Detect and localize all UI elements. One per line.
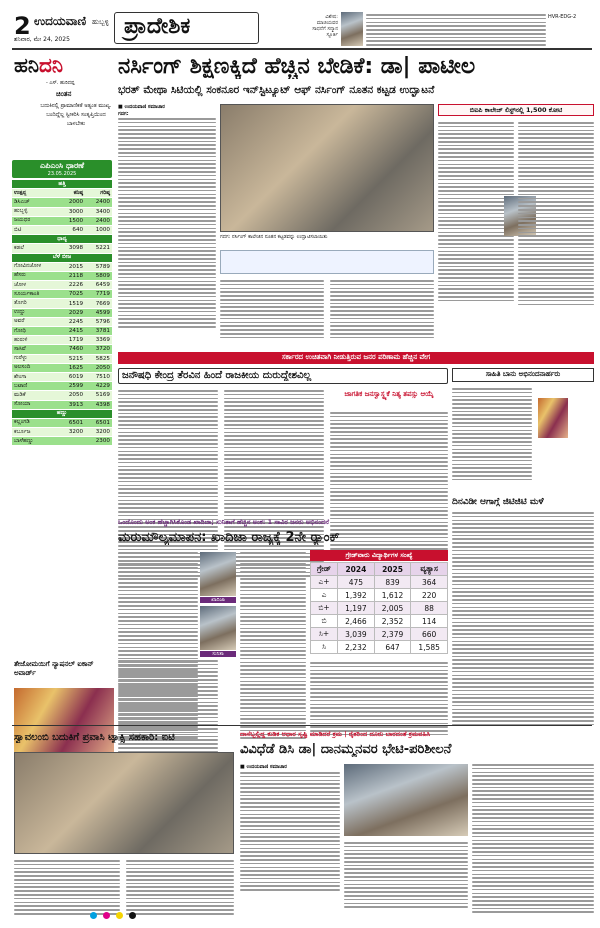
mandi-row xyxy=(12,244,112,253)
lead-blurb xyxy=(220,250,434,274)
lead-body-col2 xyxy=(220,280,324,338)
max-price: 7719 xyxy=(85,290,112,299)
box1-body-2 xyxy=(518,122,594,305)
grade-cell: 2,005 xyxy=(374,602,411,615)
commodity-name: ತೊಗರಿ xyxy=(12,299,58,308)
grade-cell: 220 xyxy=(411,589,448,602)
min-price: 2015 xyxy=(58,262,85,271)
min-price: 5215 xyxy=(58,354,85,363)
min-price: 640 xyxy=(58,225,85,234)
mandi-row xyxy=(12,207,112,216)
min-price: 2599 xyxy=(58,382,85,391)
grade-col-head: 2025 xyxy=(374,563,411,576)
mandi-row xyxy=(12,363,112,372)
max-price: 5789 xyxy=(85,262,112,271)
grade-cell: 647 xyxy=(374,641,411,654)
grade-row xyxy=(311,628,448,641)
commodity-name: ಅಲಸಂದಿ xyxy=(12,363,58,372)
rank-photo-b xyxy=(200,606,236,650)
min-price: 1719 xyxy=(58,336,85,345)
max-price: 5221 xyxy=(85,244,112,253)
min-price: 2415 xyxy=(58,327,85,336)
box1-title: ಬಿಐಪಿ ಕಾಲೇಜ್ ಲಿಸ್ಟ್‌ನಲ್ಲಿ 1,500 ಕೋಟಿ xyxy=(469,106,563,114)
commodity-name: ಕರ್ಬೂಜ xyxy=(12,428,58,437)
commodity-name: ಹುರುಳಿ xyxy=(12,336,58,345)
max-price: 7510 xyxy=(85,372,112,381)
award-photo xyxy=(14,688,114,758)
grade-cell: 2,466 xyxy=(338,615,375,628)
grade-cell: 1,197 xyxy=(338,602,375,615)
bottom-rule xyxy=(12,725,592,726)
mandi-row xyxy=(12,382,112,391)
mandi-row xyxy=(12,299,112,308)
edition-name: ಹುಬ್ಬಳ್ಳಿ xyxy=(92,18,109,26)
lead-subheadline: ಭರತ್ ಮೇಥಾ ಸಿಟಿಯಲ್ಲಿ ಸಂಕನೂರ ಇನ್‌ಸ್ಟಿಟ್ಯೂಟ್ ಆಫ್ ನರ್ಸಿಂಗ್ ನೂತನ ಕಟ್ಟಡ ಉದ್ಘಾಟನೆ xyxy=(118,84,435,96)
min-price: 2000 xyxy=(58,198,85,207)
grade-table xyxy=(310,562,448,654)
max-price: 5809 xyxy=(85,271,112,280)
grade-cell: 364 xyxy=(411,576,448,589)
lead-body-col1 xyxy=(118,118,216,328)
bottom-right-body-3 xyxy=(472,764,594,913)
grade-row xyxy=(311,602,448,615)
grade-cell: ಸಿ xyxy=(311,641,338,654)
grade-cell: 1,392 xyxy=(338,589,375,602)
commodity-name: ಜೋಳ xyxy=(12,281,58,290)
rain-body xyxy=(452,512,594,725)
jan-box-title: ಜಾಗತಿಕ ಜನಸ್ವಾಸ್ಥ್ಯಕೆ ನಿತ್ಯ ತಪಸ್ಸು ಆಯ್ಕೆ xyxy=(344,390,434,398)
grade-cell: ಎ+ xyxy=(311,576,338,589)
lead-headline: ನರ್ಸಿಂಗ್ ಶಿಕ್ಷಣಕ್ಕಿದೆ ಹೆಚ್ಚಿನ ಬೇಡಿಕೆ: ಡಾ| ಪಾಟೀಲ xyxy=(118,54,476,79)
paper-name: ಉದಯವಾಣಿ xyxy=(34,14,87,28)
commodity-name: ಬಟಾಣಿ xyxy=(12,382,58,391)
commodity-name: ಬಾಳೆಹಣ್ಣು xyxy=(12,437,58,446)
max-price: 2400 xyxy=(85,216,112,225)
max-price: 5169 xyxy=(85,391,112,400)
max-price: 5825 xyxy=(85,354,112,363)
max-price: 3200 xyxy=(85,428,112,437)
mandi-row xyxy=(12,262,112,271)
commodity-name: ಗೋಧಿ xyxy=(12,327,58,336)
max-price: 2300 xyxy=(85,437,112,446)
mandi-row xyxy=(12,372,112,381)
grade-col-head: ವ್ಯತ್ಯಾಸ xyxy=(411,563,448,576)
grade-cell: ಬಿ+ xyxy=(311,602,338,615)
registration-marks xyxy=(90,912,136,919)
bottom-left-body-2 xyxy=(126,860,234,915)
jan-body-col2 xyxy=(224,390,324,577)
sahithi-title: ಸಾಹಿತಿ ಬಾನು ಅಭಿನಂದನಾರ್ಹರು xyxy=(485,370,561,378)
commodity-name: ಸೋಯಾ xyxy=(12,400,58,409)
mandi-date: 23.05.2025 xyxy=(47,171,77,177)
mandi-row xyxy=(12,308,112,317)
box1-body xyxy=(438,122,514,301)
bottom-left-body-1 xyxy=(14,860,120,915)
commodity-name: ಹೆಸರು xyxy=(12,271,58,280)
mandi-section-fruit: ಹಣ್ಣು xyxy=(12,409,112,418)
jan-body-col1 xyxy=(118,390,218,577)
min-price: 7460 xyxy=(58,345,85,354)
promo-body xyxy=(366,14,546,50)
rank-headline: ಮರುಮೌಲ್ಯಮಾಪನ: ಖಾದಿಜಾ ರಾಜ್ಯಕ್ಕೆ 2ನೇ ರ‍್ಯಾಂಕ್ xyxy=(118,530,340,545)
column-title: ಹನಿದನಿ xyxy=(14,53,64,77)
rank-body-col2 xyxy=(240,552,306,739)
grade-col-head: 2024 xyxy=(338,563,375,576)
mandi-row xyxy=(12,225,112,234)
mandi-row xyxy=(12,428,112,437)
bottom-left-headline: ಸ್ವಾವಲಂಬಿ ಬದುಕಿಗೆ ಪ್ರವಾಸಿ ಟ್ಯಾಕ್ಸಿ ಸಹಕಾರಿ: ಐಟಿ xyxy=(14,732,175,743)
grade-cell: 660 xyxy=(411,628,448,641)
bottom-dateline: ■ ಉದಯವಾಣಿ ಸಮಾಚಾರ xyxy=(240,764,287,770)
mandi-row xyxy=(12,437,112,446)
min-price: 2226 xyxy=(58,281,85,290)
lead-body-col3 xyxy=(330,280,434,338)
grade-row xyxy=(311,615,448,628)
sahithi-photo xyxy=(538,398,568,438)
min-price: 1625 xyxy=(58,363,85,372)
grade-cell: 2,352 xyxy=(374,615,411,628)
mandi-row xyxy=(12,345,112,354)
grade-row xyxy=(311,576,448,589)
commodity-name: ಬಿಟಿ xyxy=(12,225,58,234)
commodity-name: ಸೂರ್ಯಕಾಂತಿ xyxy=(12,290,58,299)
min-price: 6019 xyxy=(58,372,85,381)
mandi-row xyxy=(12,271,112,280)
column-author: - ಎಸ್. ಹುರಿದಪ್ಪ xyxy=(46,80,75,86)
max-price: 2400 xyxy=(85,198,112,207)
grade-cell: 88 xyxy=(411,602,448,615)
lead-dateline-city: ಗದಗ: xyxy=(118,111,129,117)
grade-title: ಗ್ರೇಡ್‌ವಾರು ವಿದ್ಯಾರ್ಥಿಗಳ ಸಂಖ್ಯೆ xyxy=(345,551,413,559)
mandi-row xyxy=(12,198,112,207)
grade-cell: 839 xyxy=(374,576,411,589)
max-price: 3781 xyxy=(85,327,112,336)
mandi-section-cotton: ಹತ್ತಿ xyxy=(12,180,112,189)
page-number: 2 xyxy=(14,12,31,40)
min-price: 1500 xyxy=(58,216,85,225)
commodity-name: ಹುಬ್ಬಳ್ಳಿ xyxy=(12,207,58,216)
commodity-name: ಸಾಸಿವೆ xyxy=(12,345,58,354)
mandi-row xyxy=(12,354,112,363)
commodity-name: ಅವರೆ xyxy=(12,317,58,326)
section-title: ಪ್ರಾದೇಶಿಕ xyxy=(124,14,191,39)
grade-cell: 3,039 xyxy=(338,628,375,641)
min-price: 2029 xyxy=(58,308,85,317)
lead-photo xyxy=(220,104,434,232)
grade-cell: 1,585 xyxy=(411,641,448,654)
column-text: ಬದುಕಿನಲ್ಲಿ ಪ್ರಾಮಾಣಿಕತೆ ಅತ್ಯಂತ ಮುಖ್ಯ. ಬಂದಿದ್ದೆಲ್ಲ ಸ್ವೀಕರಿಸಿ ಸಂತೃಪ್ತಿಯಿಂದ ಬಾಳಬೇಕು xyxy=(40,103,112,127)
min-price: 3913 xyxy=(58,400,85,409)
mandi-row xyxy=(12,327,112,336)
mandi-col-heads: ಉತ್ಪನ್ನ ಕನಿಷ್ಠ ಗರಿಷ್ಠ xyxy=(12,189,112,198)
commodity-name: ಡಿಸಿಎಚ್ xyxy=(12,198,58,207)
commodity-name: ಜಯಧರ xyxy=(12,216,58,225)
min-price xyxy=(58,437,85,446)
commodity-name: ಕಡಲೆ xyxy=(12,244,58,253)
grade-head-row xyxy=(311,563,448,576)
max-price: 4229 xyxy=(85,382,112,391)
mandi-title: ಎಪಿಎಂಸಿ ಧಾರಣೆ xyxy=(39,161,85,170)
grade-row xyxy=(311,641,448,654)
rank-photo-a-label: ಖಾದಿಜಾ xyxy=(200,597,236,603)
min-price: 1519 xyxy=(58,299,85,308)
max-price: 6501 xyxy=(85,418,112,427)
mandi-section-seeds: ಬೆಳೆ ಬೀಜ xyxy=(12,253,112,262)
grade-cell: 114 xyxy=(411,615,448,628)
commodity-name: ಕಲ್ಲಂಗಡಿ xyxy=(12,418,58,427)
max-price: 3369 xyxy=(85,336,112,345)
bottom-right-photo xyxy=(344,764,468,836)
mandi-section-grain: ಧಾನ್ಯ xyxy=(12,235,112,244)
award-title: ತೇಜೋಮಯಿಗೆ ನ್ಯಾಷನಲ್ ಐಕಾನ್ ಅವಾರ್ಡ್ xyxy=(14,660,94,677)
bottom-right-headline: ವಿವಿಧೆಡೆ ಡಿಸಿ ಡಾ| ದಾನಮ್ಮನವರ ಭೇಟಿ-ಪರಿಶೀಲನೆ xyxy=(240,742,452,757)
min-price: 3000 xyxy=(58,207,85,216)
min-price: 7025 xyxy=(58,290,85,299)
rain-headline: ದಿನವಿಡೀ ಆಗಾಗ್ಗೆ ಜಿಟಿಜಿಟಿ ಮಳೆ xyxy=(452,497,544,507)
min-price: 2050 xyxy=(58,391,85,400)
rank-kicker: ಒಂದೊಂದು ಅಂಕ ಹೆಚ್ಚಾಗಿಸಿಕೊಂಡ ಖಾದಿಜಾ; ಸುನಿತಾಗೆ ಹೆಚ್ಚಿನ ಅಂಕ: 1 ಸಾವಿರ ಜನರು ಅಭಿನಂದನೆ xyxy=(118,518,330,526)
mandi-row xyxy=(12,290,112,299)
mandi-row xyxy=(12,281,112,290)
bottom-kicker: ದಾಸೆಬ್ಬಲ್ಲಿದ್ದ ಕುಡಿಕ ಆಧಾರ ಸೃಷ್ಟಿ ಮಾಡಿದರೆ ಕ್ರಮ | ರೈತರಿಂದ ದೂರು ಬಾರದಂತೆ ಕ್ರಮವಹಿಸಿ xyxy=(240,730,431,738)
sahithi-body xyxy=(452,388,532,480)
commodity-name: ಶೇಂಗಾ xyxy=(12,372,58,381)
mandi-row xyxy=(12,317,112,326)
jan-box-body xyxy=(330,412,448,569)
lead-caption: ಗದಗ: ನರ್ಸಿಂಗ್ ಕಾಲೇಜಿನ ನೂತನ ಕಟ್ಟಡವನ್ನು ಉದ್ಘಾಟಿಸಲಾಯಿತು xyxy=(220,234,328,240)
mandi-row xyxy=(12,391,112,400)
bottom-left-photo xyxy=(14,752,234,854)
max-price: 2050 xyxy=(85,363,112,372)
grade-cell: 2,379 xyxy=(374,628,411,641)
max-price: 7669 xyxy=(85,299,112,308)
grade-cell: ಎ xyxy=(311,589,338,602)
grade-cell: 1,612 xyxy=(374,589,411,602)
promo-text: ವಿಶೇಷ: ಮಾಜಿಯವರ ಸಾಧನೆಗೆ ಸನ್ಮಾನ ಸ್ಫೂರ್ತಿ xyxy=(312,14,338,38)
page-code: HVR-EDG-2 xyxy=(548,14,577,20)
mandi-row xyxy=(12,336,112,345)
min-price: 2245 xyxy=(58,317,85,326)
grade-row xyxy=(311,589,448,602)
commodity-name: ಉದ್ದು xyxy=(12,308,58,317)
max-price: 3400 xyxy=(85,207,112,216)
issue-date: ಶನಿವಾರ, ಮೇ 24, 2025 xyxy=(14,36,70,43)
max-price: 3720 xyxy=(85,345,112,354)
lead-dateline: ■ ಉದಯವಾಣಿ ಸಮಾಚಾರ xyxy=(118,104,165,110)
mandi-table xyxy=(12,180,112,446)
column-tag: ಚಿಂತನ xyxy=(56,90,72,98)
mandi-row xyxy=(12,216,112,225)
rank-photo-a xyxy=(200,552,236,596)
min-price: 6501 xyxy=(58,418,85,427)
promo-photo xyxy=(341,12,363,46)
max-price: 4599 xyxy=(85,308,112,317)
grade-cell: ಬಿ xyxy=(311,615,338,628)
rank-photo-b-label: ಸುನಿತಾ xyxy=(200,651,236,657)
jan-headline: ಜನೌಷಧಿ ಕೇಂದ್ರ ತೆರವಿನ ಹಿಂದೆ ರಾಜಕೀಯ ದುರುದ್ದೇಶವಿಲ್ಲ xyxy=(122,370,312,381)
mandi-row xyxy=(12,400,112,409)
min-price: 3098 xyxy=(58,244,85,253)
rank-body-col1 xyxy=(118,552,198,739)
grade-cell: ಸಿ+ xyxy=(311,628,338,641)
commodity-name: ಗುರೆಳ್ಳು xyxy=(12,354,58,363)
max-price: 5796 xyxy=(85,317,112,326)
max-price: 4398 xyxy=(85,400,112,409)
mandi-row xyxy=(12,418,112,427)
grade-col-head: ಗ್ರೇಡ್ xyxy=(311,563,338,576)
bottom-right-body-1 xyxy=(240,772,340,891)
masthead-rule xyxy=(12,48,592,50)
max-price: 6459 xyxy=(85,281,112,290)
district-banner-text: ಸರ್ಕಾರದ ಉಚಿತವಾಗಿ ನೀಡುತ್ತಿರುವ ಜನರ ಪರಿಣಾಮ ಹೆಚ್ಚಿನ ವೇಗ xyxy=(281,353,431,361)
bottom-right-body-2 xyxy=(344,842,468,908)
grade-cell: 2,232 xyxy=(338,641,375,654)
commodity-name: ಗೋವಿನಜೋಳ xyxy=(12,262,58,271)
max-price: 1000 xyxy=(85,225,112,234)
min-price: 2118 xyxy=(58,271,85,280)
grade-cell: 475 xyxy=(338,576,375,589)
commodity-name: ಮಡಿಕೆ xyxy=(12,391,58,400)
min-price: 3200 xyxy=(58,428,85,437)
